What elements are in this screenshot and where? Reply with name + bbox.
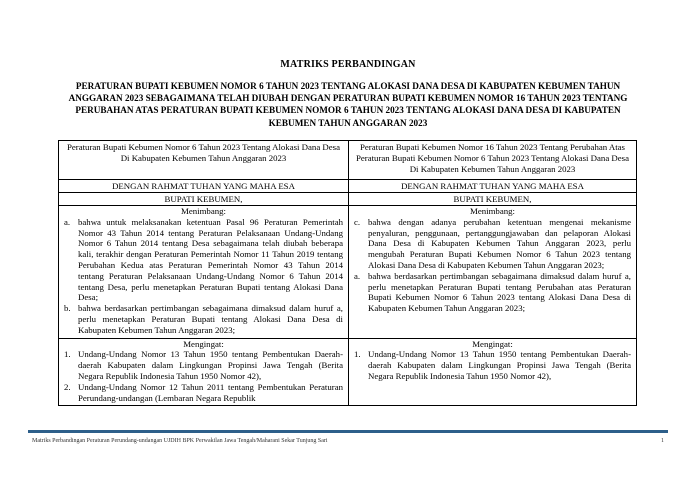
- comparison-table: [58, 140, 637, 406]
- item-text: Undang-Undang Nomor 13 Tahun 1950 tentang Pembentukan Daerah-daerah Kabupaten dalam Lingkungan Propinsi Jawa Tengah (Berita Negara Republik Indonesia Tahun 1950 Nomor 42),: [368, 349, 631, 381]
- item-text: Undang-Undang Nomor 13 Tahun 1950 tentang Pembentukan Daerah-daerah Kabupaten dalam Lingkungan Propinsi Jawa Tengah (Berita Negara Republik Indonesia Tahun 1950 Nomor 42),: [78, 349, 343, 381]
- table-row-bupati: [59, 193, 637, 206]
- list-item: [64, 382, 343, 404]
- menimbang-right-cell: [349, 205, 637, 338]
- table-header-row: [59, 141, 637, 180]
- table-row-menimbang: [59, 205, 637, 338]
- table-row-rahmat: [59, 180, 637, 193]
- column-header-left: Peraturan Bupati Kebumen Nomor 6 Tahun 2023 Tentang Alokasi Dana Desa Di Kabupaten Kebumen Tahun Anggaran 2023: [59, 141, 349, 180]
- item-marker: a.: [354, 270, 361, 281]
- column-header-right: Peraturan Bupati Kebumen Nomor 16 Tahun 2023 Tentang Perubahan Atas Peraturan Bupati Kebumen Nomor 6 Tahun 2023 Tentang Alokasi Dana Desa Di Kabupaten Kebumen Tahun Anggaran 2023: [349, 141, 637, 180]
- footer-text: Matriks Perbandingan Peraturan Perundang-undangan UJDIH BPK Perwakilan Jawa Tengah/Maharani Sekar Tunjung Sari: [32, 438, 328, 444]
- list-item: [354, 271, 631, 314]
- list-item: [64, 217, 343, 303]
- footer-divider: [28, 430, 668, 433]
- item-marker: 1.: [354, 349, 361, 360]
- document-title: MATRIKS PERBANDINGAN: [280, 59, 416, 70]
- list-item: [354, 217, 631, 271]
- mengingat-heading: Mengingat:: [472, 338, 513, 349]
- bupati-left: BUPATI KEBUMEN,: [59, 193, 349, 206]
- table-row-mengingat: [59, 338, 637, 406]
- mengingat-heading: Mengingat:: [183, 338, 224, 349]
- menimbang-heading: Menimbang:: [470, 205, 515, 216]
- rahmat-left: DENGAN RAHMAT TUHAN YANG MAHA ESA: [59, 180, 349, 193]
- item-marker: 1.: [64, 349, 71, 360]
- mengingat-left-cell: [59, 338, 349, 406]
- list-item: [354, 349, 631, 381]
- item-marker: a.: [64, 216, 71, 227]
- item-marker: 2.: [64, 381, 71, 392]
- bupati-right: BUPATI KEBUMEN,: [349, 193, 637, 206]
- page-number: 1: [661, 438, 664, 444]
- item-text: bahwa berdasarkan pertimbangan sebagaimana dimaksud dalam huruf a, perlu menetapkan Peraturan Bupati tentang Perubahan atas Peraturan Bupati Kebumen Nomor 6 Tahun 2023 tentang Alokasi Dana Desa di Kabupaten Kebumen Tahun Anggaran 2023;: [368, 270, 631, 314]
- item-marker: b.: [64, 303, 71, 314]
- menimbang-heading: Menimbang:: [181, 205, 226, 216]
- item-text: bahwa dengan adanya perubahan ketentuan mengenai mekanisme penyaluran, penggunaan, pertanggungjawaban dan pelaporan Alokasi Dana Desa di Kabupaten Kebumen Tahun Anggaran 2023, perlu mengubah Peraturan Bupati Kebumen Nomor 6 Tahun 2023 tentang Alokasi Dana Desa di Kabupaten Kebumen Tahun Anggaran 2023;: [368, 216, 631, 270]
- item-text: bahwa berdasarkan pertimbangan sebagaimana dimaksud dalam huruf a, perlu menetapkan Peraturan Bupati tentang Alokasi Dana Desa di Kabupaten Kebumen Tahun Anggaran 2023;: [78, 303, 343, 335]
- item-text: Undang-Undang Nomor 12 Tahun 2011 tentang Pembentukan Peraturan Perundang-undangan (Lembaran Negara Republik: [78, 381, 343, 403]
- document-subtitle: PERATURAN BUPATI KEBUMEN NOMOR 6 TAHUN 2023 TENTANG ALOKASI DANA DESA DI KABUPATEN KEBUMEN TAHUN ANGGARAN 2023 SEBAGAIMANA TELAH DIUBAH DENGAN PERATURAN BUPATI KEBUMEN NOMOR 16 TAHUN 2023 TENTANG PERUBAHAN ATAS PERATURAN BUPATI KEBUMEN NOMOR 6 TAHUN 2023 TENTANG ALOKASI DANA DESA DI KABUPATEN KEBUMEN TAHUN ANGGARAN 2023: [68, 81, 628, 128]
- item-marker: c.: [354, 216, 361, 227]
- list-item: [64, 303, 343, 335]
- list-item: [64, 349, 343, 381]
- menimbang-left-cell: [59, 205, 349, 338]
- rahmat-right: DENGAN RAHMAT TUHAN YANG MAHA ESA: [349, 180, 637, 193]
- item-text: bahwa untuk melaksanakan ketentuan Pasal 96 Peraturan Pemerintah Nomor 43 Tahun 2014 tentang Peraturan Pelaksanaan Undang-Undang Nomor 6 Tahun 2014 tentang Desa sebagaimana telah diubah beberapa kali, terakhir dengan Peraturan Pemerintah Nomor 11 Tahun 2019 tentang Perubahan Kedua atas Peraturan Pemerintah Nomor 43 Tahun 2014 tentang Peraturan Pelaksanaan Undang-Undang Nomor 6 Tahun 2014 tentang Desa, perlu menetapkan Peraturan Bupati tentang Alokasi Dana Desa;: [78, 216, 343, 303]
- mengingat-right-cell: [349, 338, 637, 406]
